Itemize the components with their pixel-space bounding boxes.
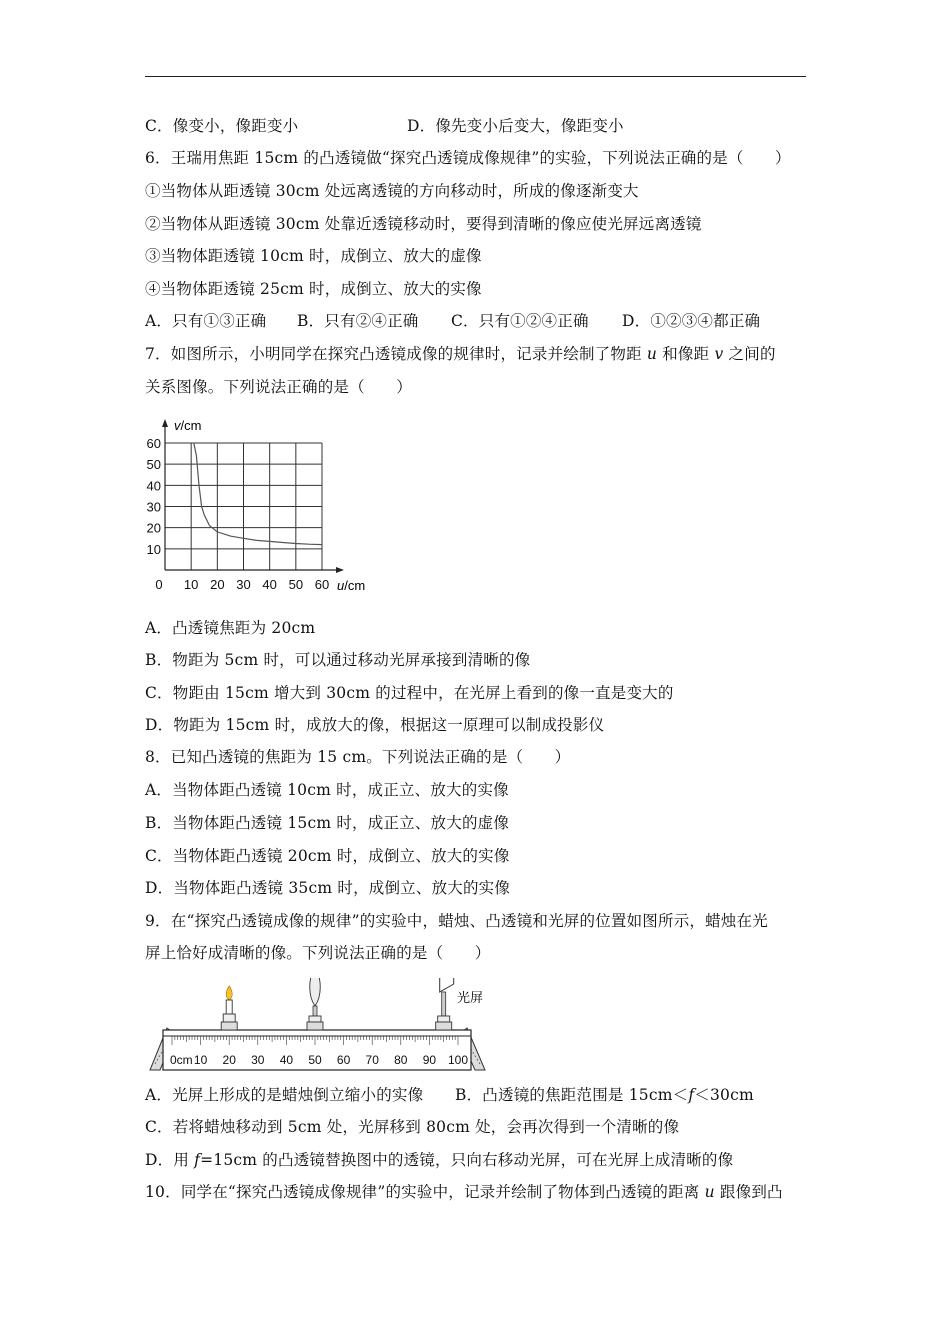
q6-statement-1: ①当物体从距透镜 30cm 处远离透镜的方向移动时，所成的像逐渐变大: [145, 182, 639, 200]
q9-option-d-text-a: D．用: [145, 1151, 195, 1169]
y-tick-label: 40: [146, 478, 161, 494]
q9-stem-line2: 屏上恰好成清晰的像。下列说法正确的是（ ）: [145, 944, 491, 962]
bench-scale-label: 100: [447, 1053, 469, 1067]
screen-base: [436, 1022, 452, 1030]
q7-stem-text-a: 7．如图所示，小明同学在探究凸透镜成像的规律时，记录并绘制了物距: [145, 345, 647, 363]
candle-body: [226, 1000, 232, 1014]
bench-scale-label: 90: [422, 1053, 437, 1067]
y-tick-label: 50: [146, 457, 161, 473]
q5-option-d: D．像先变小后变大，像距变小: [407, 117, 624, 135]
q6-option-d: D．①②③④都正确: [622, 312, 761, 330]
q9-option-b: [455, 1085, 754, 1105]
bench-scale-label: 30: [251, 1053, 265, 1067]
q7-stem-v: v: [714, 345, 724, 363]
light-screen-panel: [440, 978, 454, 992]
q9-option-d-text-b: =15cm 的凸透镜替换图中的透镜，只向右移动光屏，可在光屏上成清晰的像: [200, 1151, 734, 1169]
bench-scale-label: 10: [193, 1053, 208, 1067]
candle-holder: [223, 1014, 235, 1022]
uv-curve: [194, 443, 322, 545]
x-tick-label: 10: [183, 577, 199, 592]
q7-stem-text-b: 和像距: [657, 345, 715, 363]
y-tick-label: 60: [146, 436, 161, 451]
q8-stem: 8．已知凸透镜的焦距为 15 cm。下列说法正确的是（ ）: [145, 748, 571, 766]
screen-holder: [438, 1016, 450, 1022]
q9-stem-line1: 9．在“探究凸透镜成像的规律”的实验中，蜡烛、凸透镜和光屏的位置如图所示，蜡烛在光: [145, 912, 768, 930]
lens-holder: [309, 1016, 321, 1022]
x-tick-label: 0: [155, 577, 163, 592]
q7-option-c: C．物距由 15cm 增大到 30cm 的过程中，在光屏上看到的像一直是变大的: [145, 684, 674, 702]
q7-option-b: B．物距为 5cm 时，可以通过移动光屏承接到清晰的像: [145, 651, 531, 669]
uv-graph: [140, 412, 380, 602]
x-tick-label: 30: [236, 577, 251, 592]
bench-scale-label: 20: [222, 1053, 236, 1067]
q7-stem-line2: 关系图像。下列说法正确的是（ ）: [145, 378, 412, 396]
convex-lens-icon: [310, 978, 321, 1006]
q9-option-b-f: f: [688, 1086, 695, 1104]
q6-stem: 6．王瑞用焦距 15cm 的凸透镜做“探究凸透镜成像规律”的实验，下列说法正确的是（ ）: [145, 149, 791, 167]
x-tick-label: 50: [288, 577, 304, 592]
bench-scale-label: 50: [308, 1053, 322, 1067]
q6-option-a: A．只有①③正确: [145, 312, 267, 330]
lens-base: [307, 1022, 323, 1030]
bench-scale-label: 60: [336, 1053, 351, 1067]
q6-option-c: C．只有①②④正确: [451, 312, 589, 330]
x-axis-label: u/cm: [337, 578, 366, 593]
q9-option-d: [145, 1150, 733, 1170]
light-screen-label: 光屏: [457, 990, 484, 1005]
q10-stem-text-a: 10．同学在“探究凸透镜成像规律”的实验中，记录并绘制了物体到凸透镜的距离: [145, 1183, 705, 1201]
q9-option-b-text-a: B．凸透镜的焦距范围是 15cm＜: [455, 1086, 689, 1104]
screen-stem: [442, 992, 446, 1016]
convex-lens: [307, 978, 323, 1030]
lens-stem: [313, 1006, 317, 1016]
q8-option-c: C．当物体距凸透镜 20cm 时，成倒立、放大的实像: [145, 847, 510, 865]
x-tick-label: 40: [262, 577, 277, 592]
q8-option-a: A．当物体距凸透镜 10cm 时，成正立、放大的实像: [145, 781, 509, 799]
bench-scale-label: 80: [394, 1053, 408, 1067]
q10-stem-text-b: 跟像到凸: [714, 1183, 783, 1201]
q6-statement-4: ④当物体距透镜 25cm 时，成倒立、放大的实像: [145, 280, 482, 298]
q8-option-d: D．当物体距凸透镜 35cm 时，成倒立、放大的实像: [145, 879, 511, 897]
q9-option-b-text-b: ＜30cm: [694, 1086, 754, 1104]
y-tick-label: 20: [146, 520, 161, 536]
q9-option-d-f: f: [194, 1151, 201, 1169]
bench-scale-label: 40: [279, 1053, 294, 1067]
uv-axes: [162, 419, 344, 573]
uv-tick-labels: [147, 436, 330, 592]
bench-scale-label: 70: [365, 1053, 379, 1067]
uv-grid: [165, 443, 322, 570]
q9-option-a: A．光屏上形成的是蜡烛倒立缩小的实像: [145, 1086, 424, 1104]
q7-stem-text-c: 之间的: [723, 345, 776, 363]
q8-option-b: B．当物体距凸透镜 15cm 时，成正立、放大的虚像: [145, 814, 510, 832]
q6-option-b: B．只有②④正确: [297, 312, 419, 330]
q6-statement-3: ③当物体距透镜 10cm 时，成倒立、放大的虚像: [145, 247, 482, 265]
x-tick-label: 60: [314, 577, 330, 592]
y-tick-label: 10: [146, 541, 161, 557]
header-rule: [145, 76, 806, 77]
q7-stem-line1: [145, 344, 776, 364]
candle: [221, 986, 237, 1030]
q7-option-d: D．物距为 15cm 时，成放大的像，根据这一原理可以制成投影仪: [145, 716, 605, 734]
q10-stem-u: u: [704, 1183, 715, 1201]
q5-option-c: C．像变小，像距变小: [145, 117, 299, 135]
q7-option-a: A．凸透镜焦距为 20cm: [145, 619, 316, 637]
candle-flame-icon: [226, 986, 232, 1000]
x-axis-arrow-icon: [336, 567, 344, 573]
q7-stem-u: u: [646, 345, 658, 363]
y-axis-arrow-icon: [162, 419, 168, 427]
bench-scale-label: 0cm: [170, 1053, 193, 1067]
q6-statement-2: ②当物体从距透镜 30cm 处靠近透镜移动时，要得到清晰的像应使光屏远离透镜: [145, 215, 702, 233]
q10-stem: [145, 1182, 783, 1202]
q9-option-c: C．若将蜡烛移动到 5cm 处，光屏移到 80cm 处，会再次得到一个清晰的像: [145, 1118, 680, 1136]
y-tick-label: 30: [146, 499, 161, 515]
candle-base: [221, 1022, 237, 1030]
y-axis-label: v/cm: [174, 418, 202, 433]
x-tick-label: 20: [210, 577, 225, 592]
light-screen: [436, 978, 454, 1030]
optical-bench-figure: [145, 978, 495, 1076]
